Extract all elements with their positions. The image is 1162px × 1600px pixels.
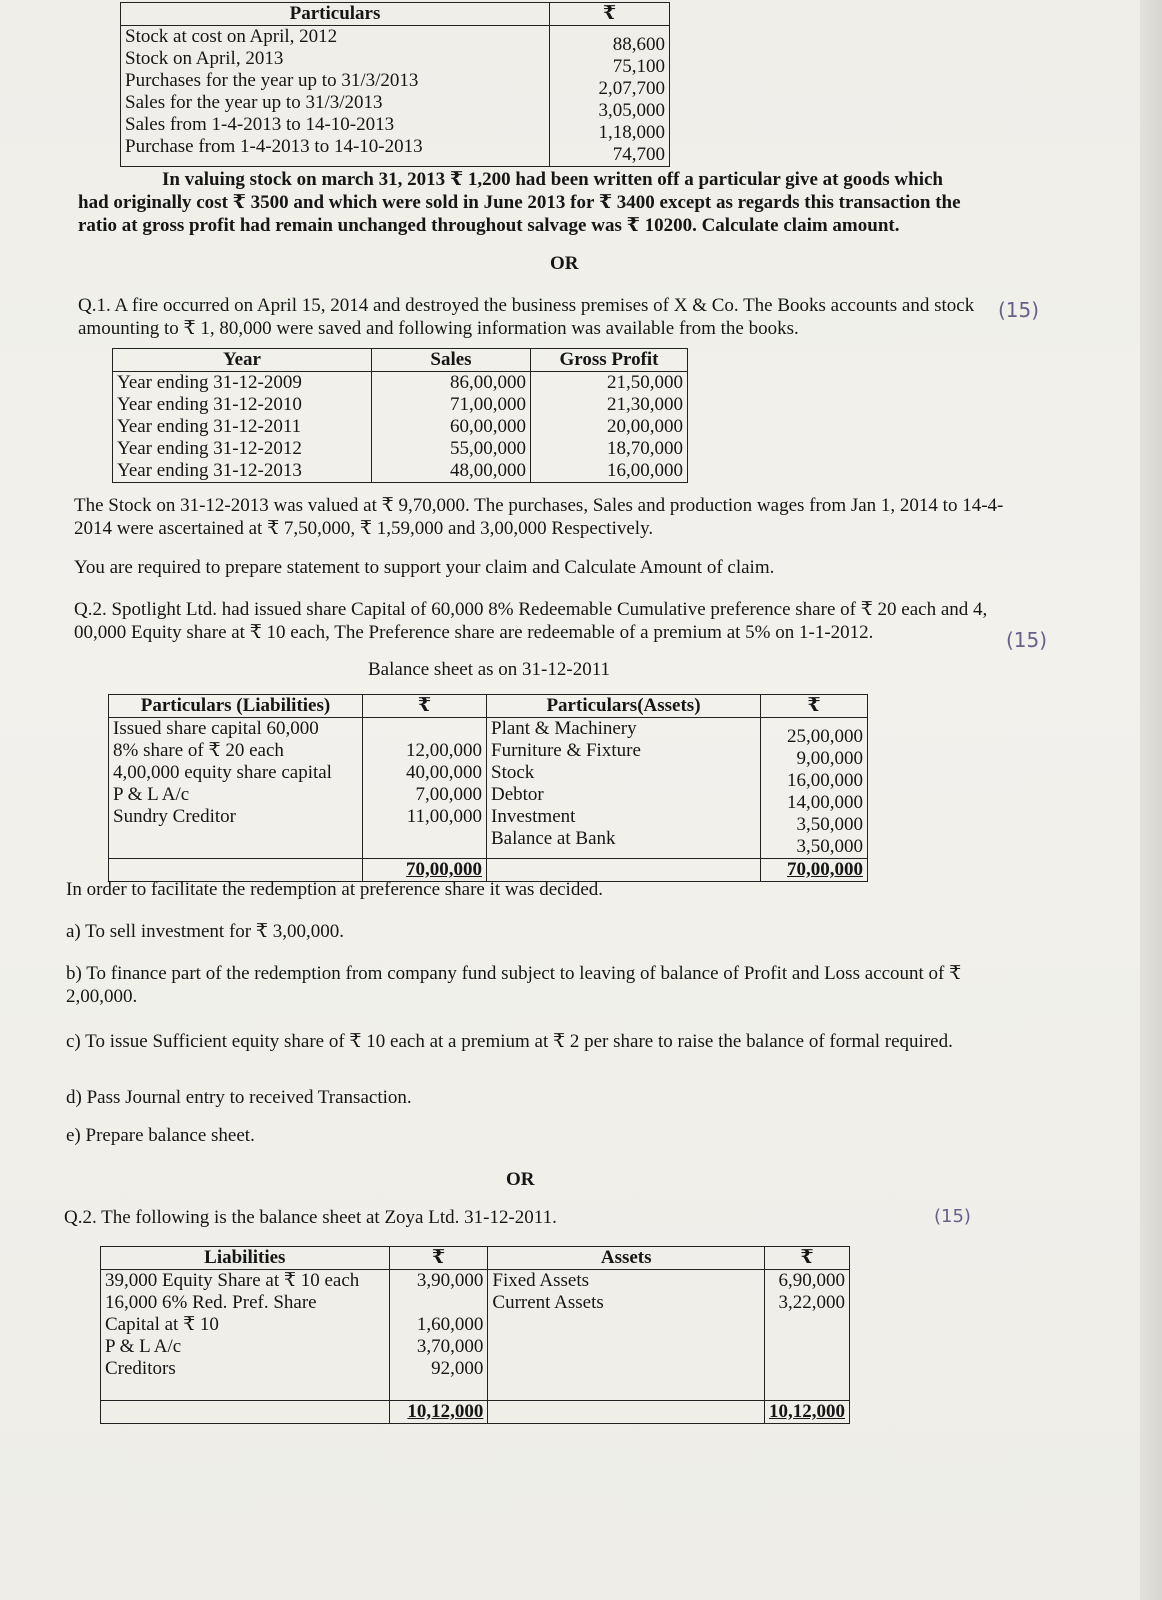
asset-amount: 3,50,000 xyxy=(796,836,863,857)
assets-list xyxy=(488,1270,765,1401)
sales-value: 71,00,000 xyxy=(450,394,526,415)
gp-value: 16,00,000 xyxy=(607,460,683,481)
gp-value: 21,30,000 xyxy=(607,394,683,415)
liability-amounts xyxy=(363,718,487,859)
question-2-zoya: Q.2. The following is the balance sheet at Zoya Ltd. 31-12-2011. xyxy=(64,1207,557,1228)
zoya-balance-sheet xyxy=(100,1246,850,1424)
asset-amounts xyxy=(761,718,868,859)
year-item: Year ending 31-12-2010 xyxy=(117,394,302,415)
total-liabilities: 10,12,000 xyxy=(389,1401,488,1424)
balance-sheet-title: Balance sheet as on 31-12-2011 xyxy=(368,659,610,680)
or-divider-2: OR xyxy=(506,1169,535,1190)
sales-value: 60,00,000 xyxy=(450,416,526,437)
liability-item: 8% share of ₹ 20 each xyxy=(113,740,284,761)
year-item: Year ending 31-12-2013 xyxy=(117,460,302,481)
option-b: b) To finance part of the redemption from company fund subject to leaving of balance of Profit and Loss account of ₹ 2,00,000. xyxy=(66,963,962,1007)
marks-annotation-1: (15) xyxy=(998,298,1040,322)
liability-item: Capital at ₹ 10 xyxy=(105,1314,219,1335)
liability-item: Sundry Creditor xyxy=(113,806,236,827)
question-2-spotlight: Q.2. Spotlight Ltd. had issued share Capital of 60,000 8% Redeemable Cumulative preference share of ₹ 20 each and 4, 00,000 Equity share at ₹ 10 each, The Preference share are redeemable of a premium at 5% on 1-1-2012. xyxy=(74,599,988,643)
liability-amounts xyxy=(389,1270,488,1401)
page-edge-shadow xyxy=(1140,0,1162,1600)
asset-item: Balance at Bank xyxy=(491,828,616,849)
asset-amount: 6,90,000 xyxy=(778,1270,845,1291)
total-spacer xyxy=(101,1401,390,1424)
col-liabilities: Liabilities xyxy=(101,1247,390,1270)
marks-annotation-3: (15) xyxy=(934,1206,971,1227)
stock-value: 88,600 xyxy=(612,34,665,55)
asset-item: Furniture & Fixture xyxy=(491,740,641,761)
liability-amount: 12,00,000 xyxy=(406,740,482,761)
stock-items xyxy=(121,26,550,167)
paragraph-stock-2013: The Stock on 31-12-2013 was valued at ₹ 9,70,000. The purchases, Sales and production wages from Jan 1, 2014 to 14-4-2014 were ascertained at ₹ 7,50,000, ₹ 1,59,000 and 3,00,000 Respectively. xyxy=(74,495,1004,539)
asset-item: Stock xyxy=(491,762,535,783)
stock-item: Purchase from 1-4-2013 to 14-10-2013 xyxy=(125,136,423,157)
liability-amount: 3,70,000 xyxy=(416,1336,484,1357)
total-assets: 70,00,000 xyxy=(761,859,868,882)
col-sales: Sales xyxy=(372,349,531,372)
col-particulars: Particulars xyxy=(121,3,550,26)
marks-annotation-2: (15) xyxy=(1006,628,1048,652)
liability-amount: 40,00,000 xyxy=(406,762,482,783)
liability-item: P & L A/c xyxy=(105,1336,182,1357)
stock-item: Stock on April, 2013 xyxy=(125,48,284,69)
paragraph-redemption: In order to facilitate the redemption at preference share it was decided. xyxy=(66,879,604,900)
liability-amount: 7,00,000 xyxy=(415,784,482,805)
asset-amount: 14,00,000 xyxy=(787,792,863,813)
paragraph-stock-valuation: In valuing stock on march 31, 2013 ₹ 1,200 had been written off a particular give at goods which had originally cost ₹ 3500 and which were sold in June 2013 for ₹ 3400 except as regards this transaction the ratio at gross profit had remain unchanged throughout salvage was ₹ 10200. Calculate claim amount. xyxy=(78,169,961,236)
asset-amount: 25,00,000 xyxy=(787,726,863,747)
stock-table xyxy=(120,2,670,167)
gp-value: 21,50,000 xyxy=(607,372,683,393)
paragraph-claim-instruction: You are required to prepare statement to support your claim and Calculate Amount of claim. xyxy=(74,557,775,578)
liability-item: 4,00,000 equity share capital xyxy=(113,762,332,783)
asset-item: Plant & Machinery xyxy=(491,718,637,739)
year-list xyxy=(113,372,372,483)
spacer xyxy=(394,1292,484,1314)
asset-item: Fixed Assets xyxy=(492,1270,589,1291)
question-1-fire: Q.1. A fire occurred on April 15, 2014 and destroyed the business premises of X & Co. The Books accounts and stock amounting to ₹ 1, 80,000 were saved and following information was available from the books. xyxy=(78,295,975,339)
spotlight-balance-sheet xyxy=(108,694,868,882)
year-item: Year ending 31-12-2012 xyxy=(117,438,302,459)
col-assets: Particulars(Assets) xyxy=(487,695,761,718)
stock-value: 74,700 xyxy=(612,144,665,165)
stock-item: Sales for the year up to 31/3/2013 xyxy=(125,92,383,113)
total-assets: 10,12,000 xyxy=(765,1401,850,1424)
asset-amount: 3,22,000 xyxy=(778,1292,845,1313)
col-liabilities: Particulars (Liabilities) xyxy=(109,695,363,718)
liability-item: 39,000 Equity Share at ₹ 10 each xyxy=(105,1270,360,1291)
col-year: Year xyxy=(113,349,372,372)
sales-value: 48,00,000 xyxy=(450,460,526,481)
liability-item: Issued share capital 60,000 xyxy=(113,718,319,739)
liabilities-list xyxy=(109,718,363,859)
col-liab-amount: ₹ xyxy=(389,1247,488,1270)
liability-item: Creditors xyxy=(105,1358,176,1379)
stock-item: Sales from 1-4-2013 to 14-10-2013 xyxy=(125,114,395,135)
stock-value: 2,07,700 xyxy=(598,78,665,99)
asset-amount: 9,00,000 xyxy=(796,748,863,769)
assets-list xyxy=(487,718,761,859)
sales-list xyxy=(372,372,531,483)
asset-item: Debtor xyxy=(491,784,544,805)
option-a: a) To sell investment for ₹ 3,00,000. xyxy=(66,921,344,942)
asset-item: Investment xyxy=(491,806,576,827)
col-liab-amount: ₹ xyxy=(363,695,487,718)
col-gross-profit: Gross Profit xyxy=(531,349,688,372)
stock-value: 1,18,000 xyxy=(598,122,665,143)
option-e: e) Prepare balance sheet. xyxy=(66,1125,255,1146)
liability-item: 16,000 6% Red. Pref. Share xyxy=(105,1292,317,1313)
sales-value: 86,00,000 xyxy=(450,372,526,393)
total-liabilities: 70,00,000 xyxy=(363,859,487,882)
gp-value: 18,70,000 xyxy=(607,438,683,459)
liabilities-list xyxy=(101,1270,390,1401)
stock-value: 75,100 xyxy=(612,56,665,77)
liability-amount: 92,000 xyxy=(431,1358,484,1379)
year-item: Year ending 31-12-2009 xyxy=(117,372,302,393)
stock-item: Stock at cost on April, 2012 xyxy=(125,26,338,47)
col-asset-amount: ₹ xyxy=(761,695,868,718)
col-rupee: ₹ xyxy=(550,3,670,26)
liability-amount: 3,90,000 xyxy=(416,1270,484,1291)
asset-amount: 3,50,000 xyxy=(796,814,863,835)
total-spacer xyxy=(488,1401,765,1424)
year-item: Year ending 31-12-2011 xyxy=(117,416,302,437)
asset-amount: 16,00,000 xyxy=(787,770,863,791)
liability-amount: 11,00,000 xyxy=(406,806,482,827)
liability-item: P & L A/c xyxy=(113,784,190,805)
stock-value: 3,05,000 xyxy=(598,100,665,121)
sales-value: 55,00,000 xyxy=(450,438,526,459)
or-divider-1: OR xyxy=(550,253,579,274)
option-c: c) To issue Sufficient equity share of ₹ 10 each at a premium at ₹ 2 per share to raise the balance of formal required. xyxy=(66,1031,953,1052)
col-asset-amount: ₹ xyxy=(765,1247,850,1270)
stock-values xyxy=(550,26,670,167)
col-assets: Assets xyxy=(488,1247,765,1270)
asset-amounts xyxy=(765,1270,850,1401)
stock-item: Purchases for the year up to 31/3/2013 xyxy=(125,70,419,91)
option-d: d) Pass Journal entry to received Transaction. xyxy=(66,1087,412,1108)
gross-profit-list xyxy=(531,372,688,483)
sales-profit-table xyxy=(112,348,688,483)
liability-amount: 1,60,000 xyxy=(416,1314,484,1335)
asset-item: Current Assets xyxy=(492,1292,604,1313)
gp-value: 20,00,000 xyxy=(607,416,683,437)
